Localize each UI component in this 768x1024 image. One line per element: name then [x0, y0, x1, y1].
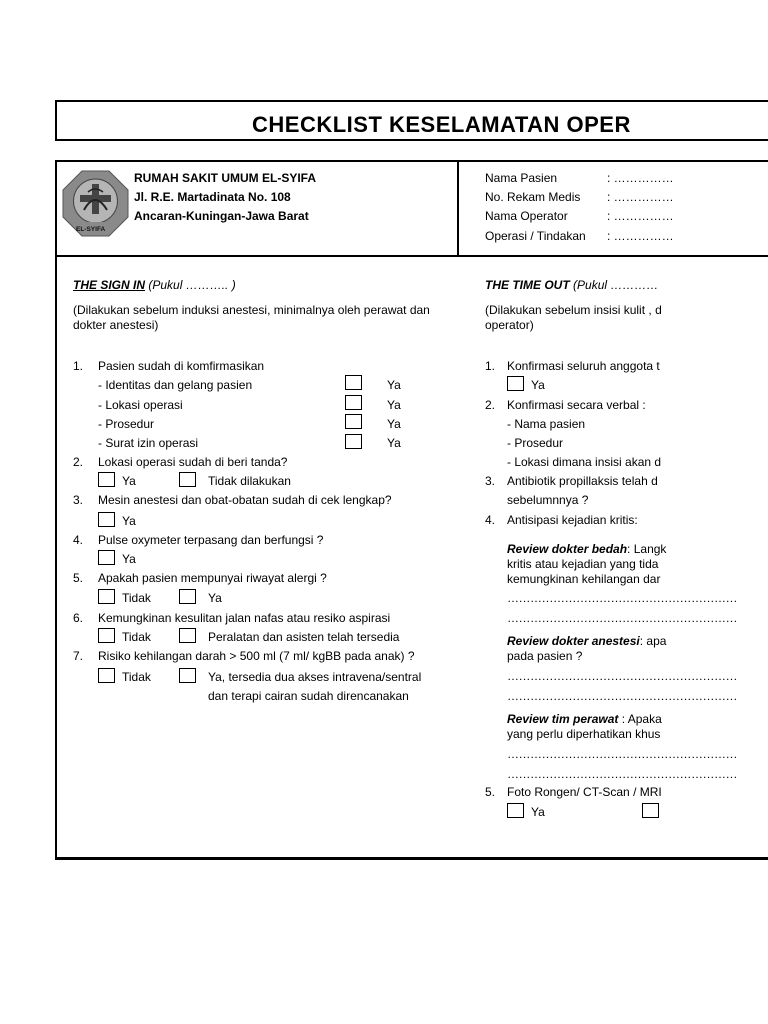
- option-tidak-dilakukan: Tidak dilakukan: [208, 474, 291, 488]
- fill-in-line[interactable]: ……………………………………………………: [507, 689, 737, 703]
- checkbox[interactable]: [345, 375, 362, 390]
- checkbox[interactable]: [179, 589, 196, 604]
- patient-field-value[interactable]: : ……………: [607, 209, 674, 223]
- checkbox[interactable]: [507, 376, 524, 391]
- logo-text: EL-SYIFA: [76, 226, 106, 233]
- review-bedah-line: kritis atau kejadian yang tida: [507, 557, 659, 571]
- review-tim-label: Review tim perawat: [507, 712, 619, 726]
- option-ya: Ya: [531, 805, 545, 819]
- review-bedah-row: [507, 542, 666, 556]
- checkbox[interactable]: [98, 550, 115, 565]
- option-akses: Ya, tersedia dua akses intravena/sentral: [208, 670, 422, 684]
- sign-in-heading-row: [73, 278, 236, 292]
- review-bedah-text: : Langk: [627, 542, 667, 556]
- option-ya: Ya: [387, 398, 401, 412]
- checkbox[interactable]: [98, 628, 115, 643]
- patient-field-label: Operasi / Tindakan: [485, 229, 586, 243]
- option-ya: Ya: [122, 474, 136, 488]
- time-out-question-2: Konfirmasi secara verbal :: [507, 398, 646, 412]
- time-out-subitem: - Lokasi dimana insisi akan d: [507, 455, 662, 469]
- checkbox[interactable]: [345, 395, 362, 410]
- review-anestesi-label: Review dokter anestesi: [507, 634, 640, 648]
- review-anestesi-text: : apa: [639, 634, 667, 648]
- option-peralatan: Peralatan dan asisten telah tersedia: [208, 630, 400, 644]
- checkbox[interactable]: [179, 628, 196, 643]
- checkbox[interactable]: [179, 472, 196, 487]
- checkbox[interactable]: [345, 434, 362, 449]
- hospital-address-1: Jl. R.E. Martadinata No. 108: [134, 190, 291, 204]
- item-number: 3.: [485, 474, 496, 488]
- patient-field-value[interactable]: : ……………: [607, 229, 674, 243]
- time-out-question-4: Antisipasi kejadian kritis:: [507, 513, 638, 527]
- fill-in-line[interactable]: ……………………………………………………: [507, 747, 737, 761]
- checkbox[interactable]: [507, 803, 524, 818]
- patient-field-value[interactable]: : ……………: [607, 171, 674, 185]
- sign-in-heading: THE SIGN IN: [73, 278, 146, 292]
- sign-in-question-4: Pulse oxymeter terpasang dan berfungsi ?: [98, 533, 324, 547]
- item-number: 2.: [73, 455, 84, 469]
- option-ya: Ya: [387, 436, 401, 450]
- sign-in-subitem: - Identitas dan gelang pasien: [98, 378, 253, 392]
- time-out-heading-row: [485, 278, 658, 292]
- option-tidak: Tidak: [122, 670, 151, 684]
- item-number: 1.: [73, 359, 84, 373]
- sign-in-subitem: - Prosedur: [98, 417, 155, 431]
- checklist-document: [55, 100, 768, 860]
- checkbox[interactable]: [98, 589, 115, 604]
- hospital-name: RUMAH SAKIT UMUM EL-SYIFA: [134, 171, 316, 185]
- review-bedah-line: kemungkinan kehilangan dar: [507, 572, 661, 586]
- time-out-subitem: - Nama pasien: [507, 417, 586, 431]
- item-number: 1.: [485, 359, 496, 373]
- sign-in-note: dokter anestesi): [73, 318, 159, 332]
- sign-in-question-2: Lokasi operasi sudah di beri tanda?: [98, 455, 288, 469]
- item-number: 4.: [485, 513, 496, 527]
- item-number: 7.: [73, 649, 84, 663]
- title-box: [55, 100, 768, 141]
- sign-in-subitem: - Surat izin operasi: [98, 436, 199, 450]
- hospital-address-2: Ancaran-Kuningan-Jawa Barat: [134, 209, 309, 223]
- option-ya: Ya: [387, 417, 401, 431]
- time-out-note: (Dilakukan sebelum insisi kulit , d: [485, 303, 662, 317]
- patient-field-label: Nama Pasien: [485, 171, 558, 185]
- review-anestesi-row: [507, 634, 666, 648]
- review-tim-row: [507, 712, 662, 726]
- item-number: 6.: [73, 611, 84, 625]
- header-divider: [57, 255, 768, 257]
- sign-in-question-5: Apakah pasien mempunyai riwayat alergi ?: [98, 571, 327, 585]
- patient-field-value[interactable]: : ……………: [607, 190, 674, 204]
- option-ya: Ya: [531, 378, 545, 392]
- time-out-question-3: Antibiotik propillaksis telah d: [507, 474, 658, 488]
- main-form-box: [55, 160, 768, 860]
- option-ya: Ya: [122, 514, 136, 528]
- page-title: CHECKLIST KESELAMATAN OPER: [252, 112, 631, 137]
- checkbox[interactable]: [98, 668, 115, 683]
- option-tidak: Tidak: [122, 630, 151, 644]
- sign-in-time: (Pukul ……….. ): [148, 278, 236, 292]
- option-ya: Ya: [208, 591, 222, 605]
- time-out-time: (Pukul …………: [573, 278, 659, 292]
- option-ya: Ya: [122, 552, 136, 566]
- option-ya: Ya: [387, 378, 401, 392]
- patient-field-label: No. Rekam Medis: [485, 190, 581, 204]
- option-tidak: Tidak: [122, 591, 151, 605]
- item-number: 3.: [73, 493, 84, 507]
- checkbox[interactable]: [98, 472, 115, 487]
- time-out-question-3-cont: sebelumnnya ?: [507, 493, 589, 507]
- checkbox[interactable]: [98, 512, 115, 527]
- item-number: 5.: [73, 571, 84, 585]
- review-anestesi-line: pada pasien ?: [507, 649, 583, 663]
- review-bedah-label: Review dokter bedah: [507, 542, 628, 556]
- sign-in-question-6: Kemungkinan kesulitan jalan nafas atau resiko aspirasi: [98, 611, 391, 625]
- time-out-question-1: Konfirmasi seluruh anggota t: [507, 359, 660, 373]
- time-out-note: operator): [485, 318, 534, 332]
- sign-in-note: (Dilakukan sebelum induksi anestesi, minimalnya oleh perawat dan: [73, 303, 430, 317]
- patient-field-label: Nama Operator: [485, 209, 568, 223]
- checkbox[interactable]: [642, 803, 659, 818]
- sign-in-question-7: Risiko kehilangan darah > 500 ml (7 ml/ kgBB pada anak) ?: [98, 649, 415, 663]
- fill-in-line[interactable]: ……………………………………………………: [507, 669, 737, 683]
- fill-in-line[interactable]: ……………………………………………………: [507, 591, 737, 605]
- fill-in-line[interactable]: ……………………………………………………: [507, 767, 737, 781]
- time-out-subitem: - Prosedur: [507, 436, 564, 450]
- header-vertical-divider: [457, 162, 459, 255]
- review-tim-line: yang perlu diperhatikan khus: [507, 727, 661, 741]
- review-tim-text: : Apaka: [618, 712, 662, 726]
- checkbox[interactable]: [179, 668, 196, 683]
- time-out-heading: THE TIME OUT: [485, 278, 570, 292]
- time-out-question-5: Foto Rongen/ CT-Scan / MRI: [507, 785, 662, 799]
- item-number: 5.: [485, 785, 496, 799]
- item-number: 2.: [485, 398, 496, 412]
- checkbox[interactable]: [345, 414, 362, 429]
- sign-in-question-3: Mesin anestesi dan obat-obatan sudah di cek lengkap?: [98, 493, 392, 507]
- sign-in-subitem: - Lokasi operasi: [98, 398, 183, 412]
- option-akses-cont: dan terapi cairan sudah direncanakan: [208, 689, 409, 703]
- item-number: 4.: [73, 533, 84, 547]
- fill-in-line[interactable]: ……………………………………………………: [507, 611, 737, 625]
- sign-in-question-1: Pasien sudah di komfirmasikan: [98, 359, 265, 373]
